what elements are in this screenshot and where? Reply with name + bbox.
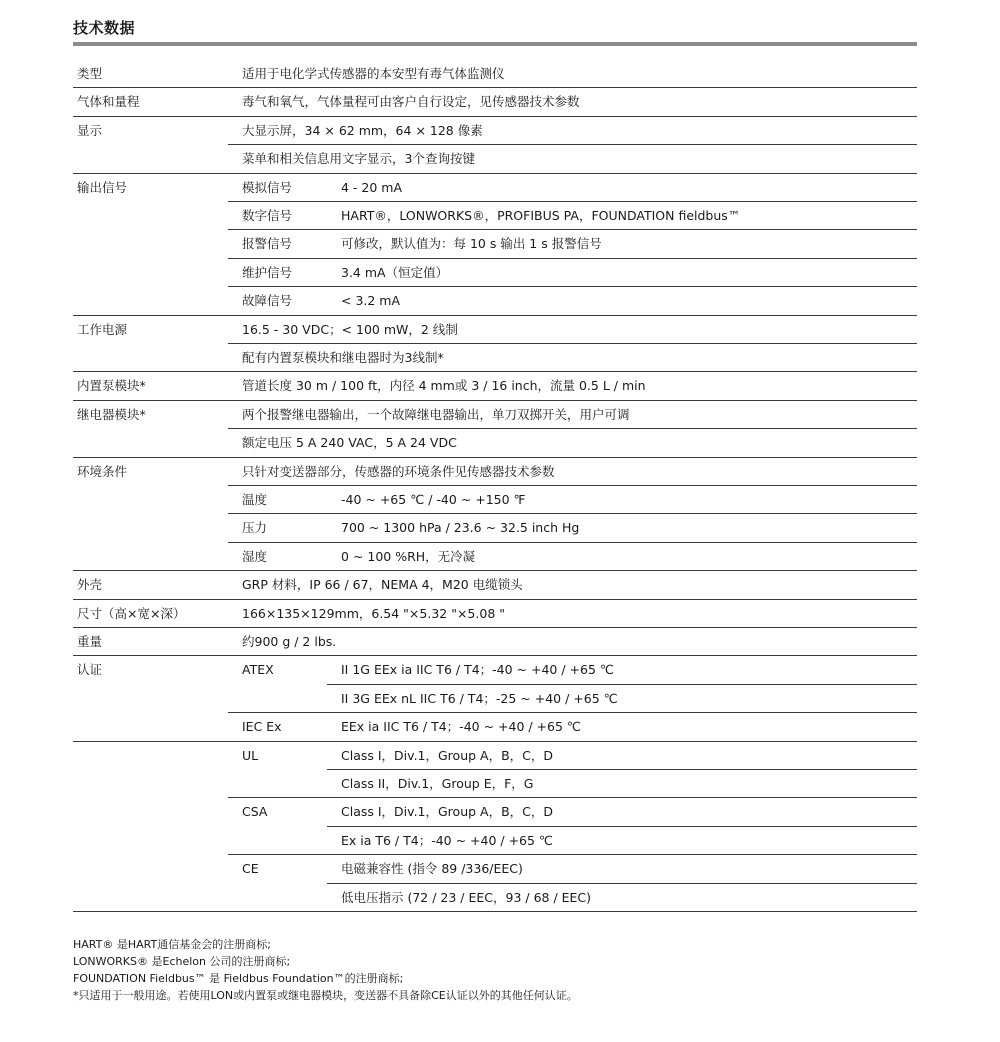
- row-label: 输出信号: [77, 179, 128, 195]
- row-subvalue: 0 ~ 100 %RH，无冷凝: [341, 548, 476, 564]
- row-divider: [73, 400, 917, 401]
- row-subvalue: 电磁兼容性 (指令 89 /336/EEC): [341, 861, 523, 877]
- row-divider: [228, 286, 917, 287]
- row-divider: [73, 371, 917, 372]
- row-label: 气体和量程: [77, 94, 140, 110]
- table-row: [73, 202, 917, 230]
- row-divider: [73, 655, 917, 656]
- row-value: 毒气和氧气，气体量程可由客户自行设定，见传感器技术参数: [242, 94, 580, 110]
- row-subvalue: 低电压指示 (72 / 23 / EEC，93 / 68 / EEC): [341, 889, 592, 905]
- table-row: [73, 174, 917, 202]
- row-value: 166×135×129mm，6.54 "×5.32 "×5.08 ": [242, 605, 505, 621]
- page-title: 技术数据: [73, 19, 136, 37]
- row-divider: [73, 570, 917, 571]
- row-subvalue: HART®，LONWORKS®，PROFIBUS PA，FOUNDATION fieldbus™: [341, 208, 741, 223]
- row-subvalue: II 1G EEx ia IIC T6 / T4；-40 ~ +40 / +65 ℃: [341, 662, 614, 678]
- row-subvalue: Class I，Div.1，Group A，B，C，D: [341, 804, 554, 820]
- row-value: 温度: [242, 492, 268, 507]
- row-divider: [228, 485, 917, 486]
- row-divider: [228, 258, 917, 259]
- row-label: 显示: [77, 122, 103, 138]
- table-row: [73, 486, 917, 514]
- row-value: 管道长度 30 m / 100 ft，内径 4 mm或 3 / 16 inch，流量 0.5 L / min: [242, 378, 646, 394]
- row-subvalue: Class I，Div.1，Group A，B，C，D: [341, 747, 554, 763]
- title-divider: [73, 42, 917, 46]
- row-divider: [73, 911, 917, 912]
- row-divider: [228, 428, 917, 429]
- row-value: 两个报警继电器输出，一个故障继电器输出，单刀双掷开关，用户可调: [242, 406, 630, 422]
- table-row: [73, 117, 917, 145]
- row-value: 16.5 - 30 VDC；< 100 mW，2 线制: [242, 321, 458, 337]
- table-row: [73, 855, 917, 883]
- row-divider: [327, 769, 917, 770]
- row-value: 报警信号: [242, 236, 293, 252]
- footnote: LONWORKS® 是Echelon 公司的注册商标;: [73, 955, 291, 968]
- row-value: 湿度: [242, 548, 268, 564]
- row-divider: [228, 797, 917, 798]
- row-value: 适用于电化学式传感器的本安型有毒气体监测仪: [242, 66, 505, 81]
- row-value: 模拟信号: [242, 179, 293, 195]
- row-value: UL: [242, 747, 259, 763]
- row-label: 类型: [77, 66, 103, 81]
- row-divider: [73, 315, 917, 316]
- row-value: 配有内置泵模块和继电器时为3线制*: [242, 350, 444, 365]
- row-value: IEC Ex: [242, 719, 282, 735]
- row-label: 重量: [77, 634, 103, 649]
- row-value: CSA: [242, 804, 268, 820]
- row-label: 尺寸（高×宽×深）: [77, 605, 186, 621]
- row-value: 只针对变送器部分，传感器的环境条件见传感器技术参数: [242, 463, 555, 479]
- row-subvalue: EEx ia IIC T6 / T4；-40 ~ +40 / +65 ℃: [341, 719, 581, 735]
- row-divider: [73, 599, 917, 600]
- row-divider: [327, 826, 917, 827]
- table-row: [73, 543, 917, 571]
- table-row: [73, 628, 917, 656]
- table-row: [73, 401, 917, 429]
- table-row: [73, 742, 917, 770]
- table-row: [73, 458, 917, 486]
- table-row: [73, 372, 917, 400]
- row-value: CE: [242, 861, 259, 877]
- row-divider: [327, 684, 917, 685]
- row-label: 工作电源: [77, 321, 128, 337]
- table-row: [73, 571, 917, 599]
- row-subvalue: II 3G EEx nL IIC T6 / T4；-25 ~ +40 / +65 ℃: [341, 690, 618, 706]
- table-row: [73, 770, 917, 798]
- row-subvalue: Ex ia T6 / T4；-40 ~ +40 / +65 ℃: [341, 832, 553, 848]
- table-row: [73, 600, 917, 628]
- footnote: FOUNDATION Fieldbus™ 是 Fieldbus Foundation™的注册商标;: [73, 972, 404, 985]
- table-row: [73, 429, 917, 457]
- table-row: [73, 884, 917, 912]
- row-subvalue: -40 ~ +65 ℃ / -40 ~ +150 ℉: [341, 492, 526, 507]
- row-label: 内置泵模块*: [77, 378, 146, 394]
- row-value: 约900 g / 2 lbs.: [242, 634, 337, 649]
- footnotes: [73, 936, 578, 1004]
- row-divider: [228, 542, 917, 543]
- table-row: [73, 713, 917, 741]
- row-divider: [228, 712, 917, 713]
- table-row: [73, 287, 917, 315]
- row-divider: [228, 201, 917, 202]
- row-divider: [327, 883, 917, 884]
- row-label: 继电器模块*: [77, 406, 146, 422]
- table-row: [73, 344, 917, 372]
- row-subvalue: Class II，Div.1，Group E，F，G: [341, 776, 534, 791]
- table-row: [73, 145, 917, 173]
- row-value: ATEX: [242, 662, 274, 678]
- row-divider: [73, 627, 917, 628]
- row-value: GRP 材料，IP 66 / 67，NEMA 4，M20 电缆锁头: [242, 577, 523, 593]
- row-divider: [73, 173, 917, 174]
- row-divider: [228, 144, 917, 145]
- table-row: [73, 685, 917, 713]
- row-subvalue: 700 ~ 1300 hPa / 23.6 ~ 32.5 inch Hg: [341, 520, 580, 536]
- table-row: [73, 230, 917, 258]
- row-label: 环境条件: [77, 463, 128, 479]
- row-value: 维护信号: [242, 264, 293, 280]
- table-row: [73, 88, 917, 116]
- table-row: [73, 60, 917, 88]
- row-divider: [73, 116, 917, 117]
- row-value: 压力: [242, 520, 268, 536]
- row-divider: [73, 741, 917, 742]
- row-value: 大显示屏，34 × 62 mm，64 × 128 像素: [242, 122, 483, 138]
- row-subvalue: < 3.2 mA: [341, 293, 401, 309]
- row-divider: [228, 229, 917, 230]
- row-divider: [228, 343, 917, 344]
- row-divider: [228, 513, 917, 514]
- table-row: [73, 514, 917, 542]
- row-value: 故障信号: [242, 293, 293, 309]
- row-divider: [228, 854, 917, 855]
- table-row: [73, 259, 917, 287]
- row-subvalue: 可修改，默认值为：每 10 s 输出 1 s 报警信号: [341, 236, 602, 252]
- footnote: HART® 是HART通信基金会的注册商标;: [73, 938, 271, 951]
- row-value: 数字信号: [242, 208, 293, 223]
- table-row: [73, 656, 917, 684]
- table-row: [73, 316, 917, 344]
- table-row: [73, 827, 917, 855]
- row-divider: [73, 457, 917, 458]
- row-subvalue: 4 - 20 mA: [341, 179, 403, 195]
- row-divider: [73, 87, 917, 88]
- row-label: 外壳: [77, 577, 103, 593]
- row-value: 额定电压 5 A 240 VAC，5 A 24 VDC: [242, 435, 457, 451]
- footnote: *只适用于一般用途。若使用LON或内置泵或继电器模块，变送器不具备除CE认证以外的其他任何认证。: [73, 989, 578, 1002]
- table-top-rule: [73, 59, 917, 60]
- row-label: 认证: [77, 662, 103, 678]
- row-subvalue: 3.4 mA（恒定值）: [341, 264, 449, 280]
- table-row: [73, 798, 917, 826]
- row-value: 菜单和相关信息用文字显示，3个查询按键: [242, 151, 475, 167]
